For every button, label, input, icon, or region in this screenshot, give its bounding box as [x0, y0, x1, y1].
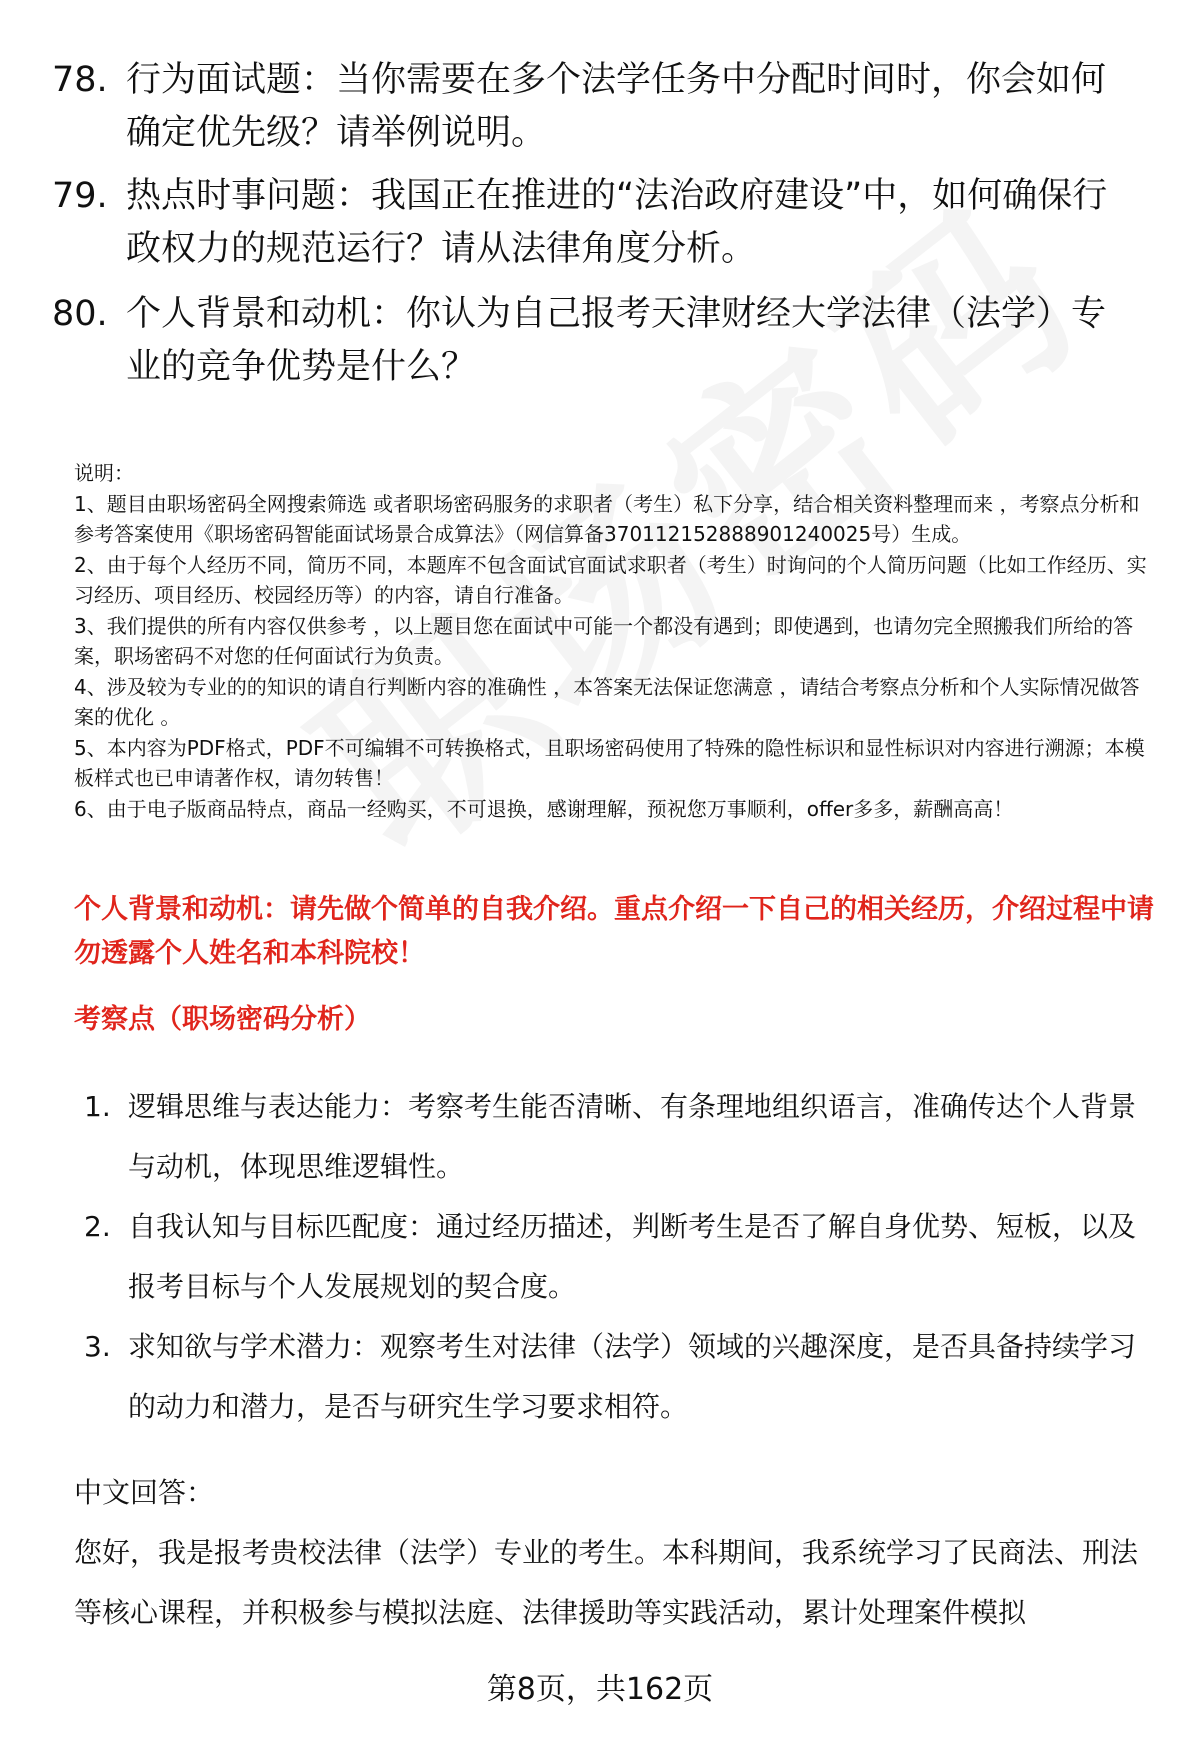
point-number: 2.: [84, 1210, 111, 1243]
question-text: 热点时事问题：我国正在推进的“法治政府建设”中，如何确保行政权力的规范运行？请从法律角度分析。: [126, 176, 1108, 269]
point-text: 自我认知与目标匹配度：通过经历描述，判断考生是否了解自身优势、短板，以及报考目标与个人发展规划的契合度。: [128, 1210, 1137, 1303]
question-number: 80.: [52, 294, 108, 334]
analysis-point: [84, 1077, 1154, 1197]
question-item: [52, 288, 1152, 394]
note-item: 5、本内容为PDF格式，PDF不可编辑不可转换格式，且职场密码使用了特殊的隐性标识和显性标识对内容进行溯源；本模板样式也已申请著作权，请勿转售！: [74, 735, 1145, 790]
answer-label: 中文回答：: [74, 1476, 215, 1509]
analysis-points: [84, 1077, 1154, 1437]
point-text: 求知欲与学术潜力：观察考生对法律（法学）领域的兴趣深度，是否具备持续学习的动力和潜力，是否与研究生学习要求相符。: [128, 1330, 1137, 1423]
page-number: 第8页，共162页: [486, 1672, 714, 1707]
question-text: 个人背景和动机：你认为自己报考天津财经大学法律（法学）专业的竞争优势是什么？: [126, 294, 1107, 387]
question-item: [52, 170, 1152, 276]
question-text: 行为面试题：当你需要在多个法学任务中分配时间时，你会如何确定优先级？请举例说明。: [126, 60, 1107, 153]
disclaimer-notes: [74, 458, 1154, 824]
point-text: 逻辑思维与表达能力：考察考生能否清晰、有条理地组织语言，准确传达个人背景与动机，体现思维逻辑性。: [128, 1090, 1137, 1183]
note-item: 6、由于电子版商品特点，商品一经购买，不可退换，感谢理解，预祝您万事顺利，offer多多，薪酬高高！: [74, 796, 1014, 821]
question-number: 78.: [52, 60, 108, 100]
notes-title: 说明：: [74, 461, 134, 485]
note-item: 4、涉及较为专业的的知识的请自行判断内容的准确性 ，本答案无法保证您满意 ，请结合考察点分析和个人实际情况做答案的优化 。: [74, 674, 1140, 729]
analysis-point: [84, 1317, 1154, 1437]
note-item: 1、题目由职场密码全网搜索筛选 或者职场密码服务的求职者（考生）私下分享，结合相关资料整理而来 ，考察点分析和参考答案使用《职场密码智能面试场景合成算法》（网信算备370112152888901240025号）生成。: [74, 491, 1140, 546]
note-item: 3、我们提供的所有内容仅供参考 ，以上题目您在面试中可能一个都没有遇到；即使遇到，也请勿完全照搬我们所给的答案，职场密码不对您的任何面试行为负责。: [74, 613, 1134, 668]
section-heading: 个人背景和动机：请先做个简单的自我介绍。重点介绍一下自己的相关经历，介绍过程中请勿透露个人姓名和本科院校！: [74, 894, 1154, 969]
answer-text: 您好，我是报考贵校法律（法学）专业的考生。本科期间，我系统学习了民商法、刑法等核心课程，并积极参与模拟法庭、法律援助等实践活动，累计处理案件模拟: [74, 1536, 1139, 1629]
question-number: 79.: [52, 176, 108, 216]
note-item: 2、由于每个人经历不同，简历不同，本题库不包含面试官面试求职者（考生）时询问的个人简历问题（比如工作经历、实习经历、项目经历、校园经历等）的内容，请自行准备。: [74, 552, 1147, 607]
analysis-heading: 考察点（职场密码分析）: [74, 1004, 371, 1035]
question-item: [52, 54, 1152, 160]
point-number: 3.: [84, 1330, 111, 1363]
analysis-point: [84, 1197, 1154, 1317]
point-number: 1.: [84, 1090, 111, 1123]
